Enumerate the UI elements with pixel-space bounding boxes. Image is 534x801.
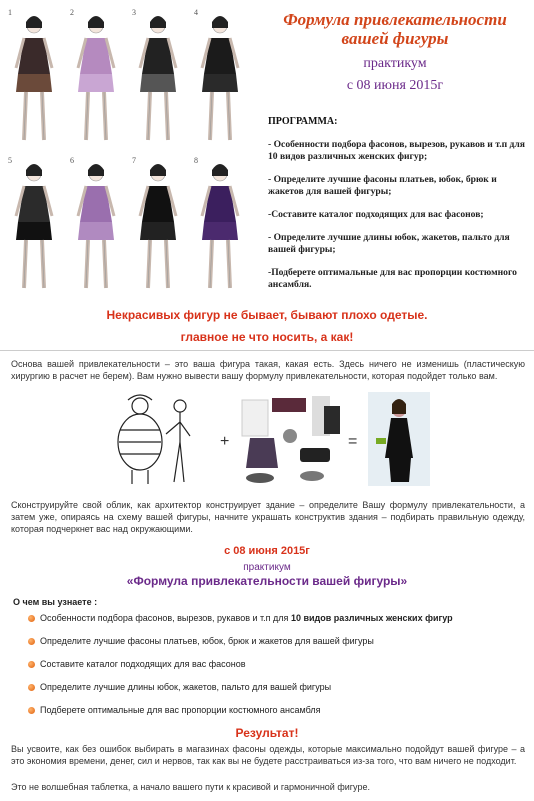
figure-number: 7	[132, 156, 136, 165]
title-line-2: вашей фигуры	[341, 29, 449, 48]
program-list	[268, 139, 528, 291]
formula-illustration	[100, 392, 430, 486]
program-item: - Определите лучшие длины юбок, жакетов, пальто для вашей фигуры;	[268, 232, 510, 255]
result-woman	[368, 392, 430, 486]
bullet-icon	[28, 684, 35, 691]
learn-heading: О чем вы узнаете :	[13, 597, 98, 607]
program-item: -Подберете оптимальные для вас пропорции костюмного ансамбля.	[268, 267, 517, 290]
figure-number: 4	[194, 8, 198, 17]
learn-item: Особенности подбора фасонов, вырезов, рукавов и т.п для 10 видов различных женских фигур	[28, 612, 453, 633]
divider	[0, 350, 534, 351]
equals-sign: =	[348, 433, 358, 450]
page-title	[262, 10, 528, 48]
figure-illustrations	[6, 8, 256, 296]
woman-silhouette	[130, 14, 186, 144]
course-date: с 08 июня 2015г	[224, 545, 310, 557]
woman-silhouette	[6, 162, 62, 292]
bullet-icon	[28, 638, 35, 645]
slogan-line-2: главное не что носить, а как!	[180, 330, 354, 344]
figure-number: 6	[70, 156, 74, 165]
bullet-icon	[28, 707, 35, 714]
figure-number: 1	[8, 8, 12, 17]
course-practicum: практикум	[243, 562, 291, 573]
barrel-sketch	[118, 395, 162, 484]
result-paragraph: Вы усвоите, как без ошибок выбирать в магазинах фасоны одежды, которые максимально подойдут вашей фигуре – а это экономия времени, денег, сил и нервов, так как вы не будете расстраиваться из-за того, что вам ничего не подходит.	[11, 744, 525, 766]
formula-graphic	[100, 392, 430, 486]
slogan-line-1: Некрасивых фигур не бывает, бывают плохо одетые.	[106, 308, 428, 322]
learn-item: Подберете оптимальные для вас пропорции костюмного ансамбля	[28, 704, 453, 725]
figure-5	[6, 156, 62, 286]
learn-item: Составите каталог подходящих для вас фасонов	[28, 658, 453, 679]
figure-number: 5	[8, 156, 12, 165]
program-item: - Определите лучшие фасоны платьев, юбок, брюк и жакетов для вашей фигуры;	[268, 174, 497, 197]
bullet-icon	[28, 615, 35, 622]
figure-1	[6, 8, 62, 138]
woman-silhouette	[192, 162, 248, 292]
practicum-label: практикум	[363, 56, 427, 71]
plus-sign: +	[220, 433, 230, 450]
title-line-1: Формула привлекательности	[283, 10, 507, 29]
stick-sketch	[166, 400, 190, 482]
figure-4	[192, 8, 248, 138]
program-item: - Особенности подбора фасонов, вырезов, рукавов и т.п для 10 видов различных женских фигур;	[268, 139, 525, 162]
header-section	[0, 0, 534, 300]
learn-list	[28, 612, 453, 727]
intro-paragraph: Основа вашей привлекательности – это ваша фигура такая, какая есть. Здесь ничего не изменишь (пластическую хирургию в расчет не берем). Вам нужно вывести вашу формулу привлекательности, которая подойдет только вам.	[11, 359, 525, 381]
final-paragraph: Это не волшебная таблетка, а начало вашего пути к красивой и гармоничной фигуре.	[11, 782, 370, 792]
woman-silhouette	[192, 14, 248, 144]
figure-number: 2	[70, 8, 74, 17]
woman-silhouette	[130, 162, 186, 292]
figure-2	[68, 8, 124, 138]
header-text	[262, 10, 528, 302]
figure-8	[192, 156, 248, 286]
clothing-collage	[242, 396, 340, 483]
program-item: -Составите каталог подходящих для вас фасонов;	[268, 209, 484, 220]
figure-7	[130, 156, 186, 286]
learn-item: Определите лучшие длины юбок, жакетов, пальто для вашей фигуры	[28, 681, 453, 702]
start-date: с 08 июня 2015г	[346, 78, 444, 93]
architect-paragraph: Сконструируйте свой облик, как архитектор конструирует здание – определите Вашу формулу привлекательности, а затем уже, опираясь на схему вашей фигуры, начните украшать конструктив здания – подбирать правильную одежду, которая подчеркнет вас над окружающими.	[11, 500, 525, 534]
result-heading: Результат!	[235, 726, 299, 740]
figure-6	[68, 156, 124, 286]
woman-silhouette	[68, 14, 124, 144]
woman-silhouette	[6, 14, 62, 144]
woman-silhouette	[68, 162, 124, 292]
learn-item: Определите лучшие фасоны платьев, юбок, брюк и жакетов для вашей фигуры	[28, 635, 453, 656]
figure-number: 8	[194, 156, 198, 165]
program-heading: ПРОГРАММА:	[268, 116, 338, 127]
figure-number: 3	[132, 8, 136, 17]
figure-3	[130, 8, 186, 138]
course-title: «Формула привлекательности вашей фигуры»	[126, 574, 408, 588]
bullet-icon	[28, 661, 35, 668]
